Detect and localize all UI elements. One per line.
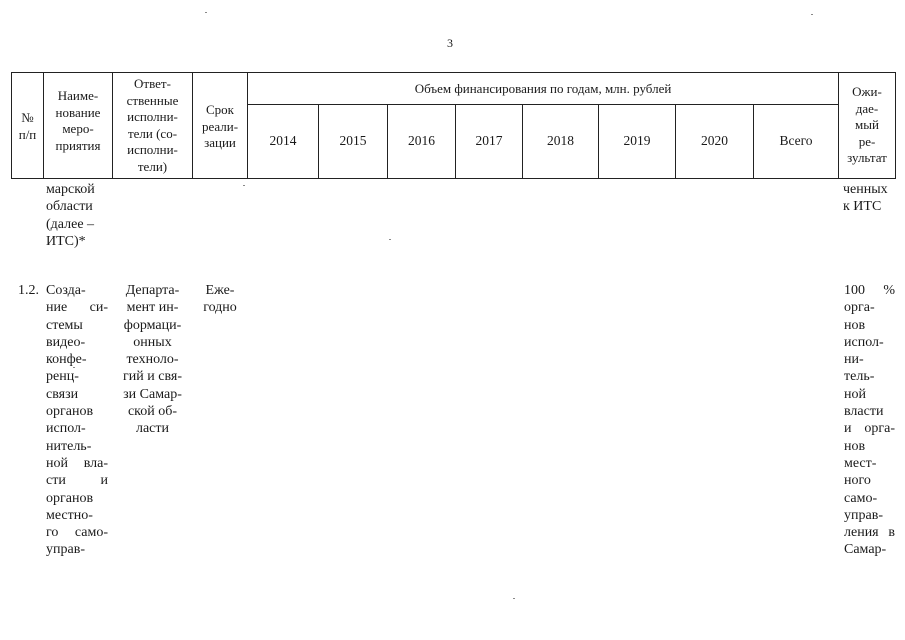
row-1-2-num: 1.2.: [18, 283, 39, 298]
header-responsible: Ответ- ственные исполни- тели (со- исполни- тели): [126, 76, 179, 174]
scan-speck: [205, 12, 207, 13]
scan-speck: [513, 598, 515, 599]
continuation-result: ченных к ИТС: [843, 182, 888, 215]
row-1-2-name: Созда- ние си- стемы видео- конфе- ренц- связи органов испол- нитель- ной вла- сти и органов местно- го само- управ-: [46, 283, 108, 558]
year-2014: 2014: [269, 133, 297, 148]
row-1-2-deadline: Еже- годно: [203, 283, 237, 316]
year-2016: 2016: [408, 133, 435, 148]
year-2018: 2018: [547, 133, 574, 148]
years-top-border: [247, 104, 839, 105]
header-name: Наиме- нование меро- приятия: [55, 88, 101, 153]
year-2020: 2020: [701, 133, 728, 148]
header-num: № п/п: [18, 110, 37, 142]
year-2019: 2019: [623, 133, 651, 148]
header-result: Ожи- дае- мый ре- зультат: [847, 84, 887, 165]
scan-speck: [389, 239, 391, 240]
col-border-right: [895, 72, 896, 179]
scan-speck: [811, 14, 813, 15]
page-number: 3: [447, 36, 453, 50]
scan-speck: [243, 185, 245, 186]
continuation-name: марской области (далее – ИТС)*: [46, 182, 95, 249]
row-1-2-result: 100 % орга- нов испол- ни- тель- ной власти и орга- нов мест- ного само- управ- ления в Самар-: [844, 283, 895, 558]
scan-speck: [73, 367, 75, 368]
header-deadline: Срок реали- зации: [201, 102, 239, 150]
table-top-border: [11, 72, 896, 73]
year-2015: 2015: [339, 133, 367, 148]
header-bottom-border: [11, 178, 896, 179]
row-1-2-responsible: Департа- мент ин- формаци- онных техноло- гий и свя- зи Самар- ской об- ласти: [123, 283, 182, 437]
header-financing-title: Объем финансирования по годам, млн. рублей: [414, 81, 672, 96]
year-2017: 2017: [475, 133, 503, 148]
year-total: Всего: [779, 133, 813, 148]
